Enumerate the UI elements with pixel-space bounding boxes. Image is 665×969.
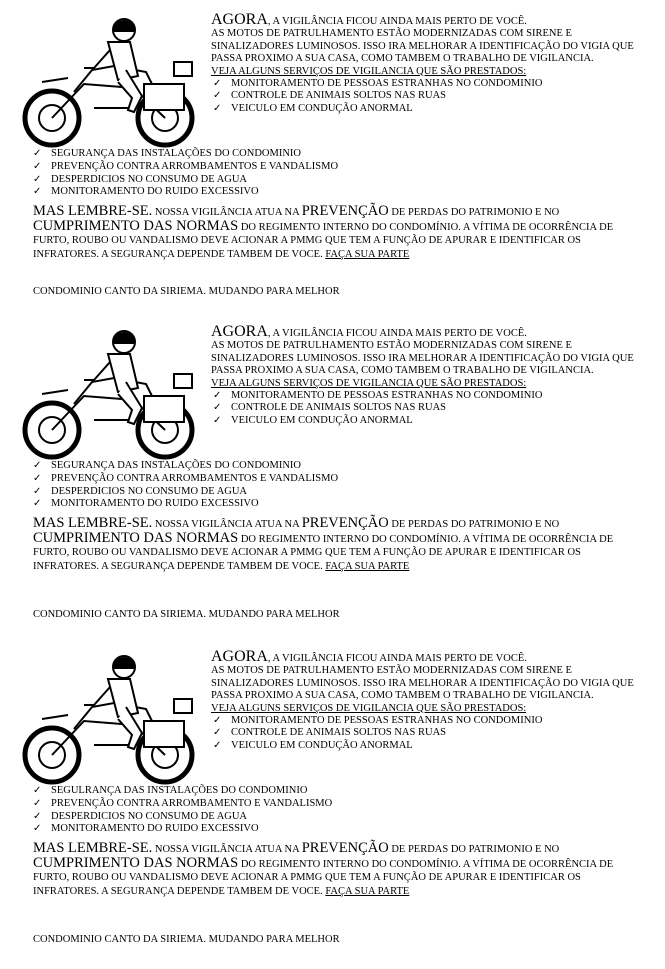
checkmark-icon: ✓ (213, 727, 222, 739)
notice-paragraph: MAS LEMBRE-SE. NOSSA VIGILÂNCIA ATUA NA PREVENÇÃO DE PERDAS DO PATRIMONIO E NO CUMPRIMENTO DAS NORMAS DO REGIMENTO INTERNO DO CONDOMÍNIO. A VÍTIMA DE OCORRÊNCIA DE FURTO, ROUBO OU VANDALISMO DEVE ACIONAR A PMMG QUE TEM A FUNÇÃO DE APURAR E IDENTIFICAR OS INFRATORES. A SEGURANÇA DEPENDE TAMBEM DE VOCE. FAÇA SUA PARTE (33, 840, 614, 897)
checkmark-icon: ✓ (33, 810, 42, 822)
intro-headline-rest: , A VIGILÂNCIA FICOU AINDA MAIS PERTO DE VOCÊ. (267, 328, 527, 339)
call-to-action: FAÇA SUA PARTE (325, 248, 410, 260)
services-list-outer (33, 148, 453, 199)
notice-paragraph: MAS LEMBRE-SE. NOSSA VIGILÂNCIA ATUA NA PREVENÇÃO DE PERDAS DO PATRIMONIO E NO CUMPRIMENTO DAS NORMAS DO REGIMENTO INTERNO DO CONDOMÍNIO. A VÍTIMA DE OCORRÊNCIA DE FURTO, ROUBO OU VANDALISMO DEVE ACIONAR A PMMG QUE TEM A FUNÇÃO DE APURAR E IDENTIFICAR OS INFRATORES. A SEGURANÇA DEPENDE TAMBEM DE VOCE. FAÇA SUA PARTE (33, 515, 614, 572)
checkmark-icon: ✓ (33, 186, 42, 198)
services-list-inner (211, 390, 641, 427)
call-to-action: FAÇA SUA PARTE (325, 885, 410, 897)
checkmark-icon: ✓ (213, 414, 222, 426)
list-item: ✓ VEICULO EM CONDUÇÃO ANORMAL (213, 739, 413, 751)
services-heading: VEJA ALGUNS SERVIÇOS DE VIGILANCIA QUE SÃO PRESTADOS: (211, 377, 527, 389)
list-item: ✓ CONTROLE DE ANIMAIS SOLTOS NAS RUAS (213, 90, 446, 102)
checkmark-icon: ✓ (213, 715, 222, 727)
list-item: ✓ VEICULO EM CONDUÇÃO ANORMAL (213, 102, 413, 114)
list-item: ✓ PREVENÇÃO CONTRA ARROMBAMENTO E VANDALISMO (33, 797, 333, 809)
call-to-action: FAÇA SUA PARTE (325, 560, 410, 572)
intro-body: AS MOTOS DE PATRULHAMENTO ESTÃO MODERNIZADAS COM SIRENE E SINALIZADORES LUMINOSOS. ISSO IRA MELHORAR A IDENTIFICAÇÃO DO VIGIA QUE PASSA PROXIMO A SUA CASA, COMO TAMBEM O TRABALHO DE VIGILANCIA. (211, 28, 634, 65)
intro-headline-rest: , A VIGILÂNCIA FICOU AINDA MAIS PERTO DE VOCÊ. (267, 16, 527, 27)
intro-body: AS MOTOS DE PATRULHAMENTO ESTÃO MODERNIZADAS COM SIRENE E SINALIZADORES LUMINOSOS. ISSO IRA MELHORAR A IDENTIFICAÇÃO DO VIGIA QUE PASSA PROXIMO A SUA CASA, COMO TAMBEM O TRABALHO DE VIGILANCIA. (211, 340, 634, 377)
intro-headline: AGORA (211, 323, 268, 340)
checkmark-icon: ✓ (213, 102, 222, 114)
checkmark-icon: ✓ (33, 498, 42, 510)
list-item: ✓ MONITORAMENTO DE PESSOAS ESTRANHAS NO CONDOMINIO (213, 390, 543, 402)
list-item: ✓ VEICULO EM CONDUÇÃO ANORMAL (213, 414, 413, 426)
intro-headline: AGORA (211, 11, 268, 28)
services-list-inner (211, 715, 641, 752)
notice-paragraph: MAS LEMBRE-SE. NOSSA VIGILÂNCIA ATUA NA PREVENÇÃO DE PERDAS DO PATRIMONIO E NO CUMPRIMENTO DAS NORMAS DO REGIMENTO INTERNO DO CONDOMÍNIO. A VÍTIMA DE OCORRÊNCIA DE FURTO, ROUBO OU VANDALISMO DEVE ACIONAR A PMMG QUE TEM A FUNÇÃO DE APURAR E IDENTIFICAR OS INFRATORES. A SEGURANÇA DEPENDE TAMBEM DE VOCE. FAÇA SUA PARTE (33, 203, 614, 260)
list-item: ✓ SEGURANÇA DAS INSTALAÇÕES DO CONDOMINIO (33, 148, 302, 159)
flyer (0, 12, 665, 332)
services-list-inner (211, 78, 641, 115)
services-list-outer (33, 460, 453, 511)
list-item: ✓ MONITORAMENTO DE PESSOAS ESTRANHAS NO CONDOMINIO (213, 715, 543, 727)
footer-slogan: CONDOMINIO CANTO DA SIRIEMA. MUDANDO PARA MELHOR (33, 934, 340, 945)
footer-slogan: CONDOMINIO CANTO DA SIRIEMA. MUDANDO PARA MELHOR (33, 609, 340, 620)
intro-body: AS MOTOS DE PATRULHAMENTO ESTÃO MODERNIZADAS COM SIRENE E SINALIZADORES LUMINOSOS. ISSO IRA MELHORAR A IDENTIFICAÇÃO DO VIGIA QUE PASSA PROXIMO A SUA CASA, COMO TAMBEM O TRABALHO DE VIGILANCIA. (211, 665, 634, 702)
checkmark-icon: ✓ (33, 485, 42, 497)
intro-text (211, 11, 641, 115)
intro-text (211, 323, 641, 427)
footer-slogan: CONDOMINIO CANTO DA SIRIEMA. MUDANDO PARA MELHOR (33, 286, 340, 297)
flyer (0, 324, 665, 644)
list-item: ✓ MONITORAMENTO DO RUIDO EXCESSIVO (33, 498, 259, 510)
list-item: ✓ DESPERDICIOS NO CONSUMO DE AGUA (33, 485, 248, 497)
checkmark-icon: ✓ (213, 739, 222, 751)
checkmark-icon: ✓ (213, 402, 222, 414)
motorcycle-patrol-illustration (22, 324, 202, 466)
checkmark-icon: ✓ (213, 78, 222, 90)
checkmark-icon: ✓ (33, 173, 42, 185)
list-item: ✓ MONITORAMENTO DE PESSOAS ESTRANHAS NO CONDOMINIO (213, 78, 543, 90)
checkmark-icon: ✓ (33, 785, 42, 796)
list-item: ✓ MONITORAMENTO DO RUIDO EXCESSIVO (33, 823, 259, 835)
intro-text (211, 648, 641, 752)
checkmark-icon: ✓ (33, 460, 42, 471)
intro-headline-rest: , A VIGILÂNCIA FICOU AINDA MAIS PERTO DE VOCÊ. (267, 653, 527, 664)
list-item: ✓ SEGULRANÇA DAS INSTALAÇÕES DO CONDOMINIO (33, 785, 308, 796)
services-list-outer (33, 785, 453, 836)
list-item: ✓ PREVENÇÃO CONTRA ARROMBAMENTOS E VANDALISMO (33, 472, 339, 484)
checkmark-icon: ✓ (213, 390, 222, 402)
motorcycle-patrol-illustration (22, 12, 202, 154)
checkmark-icon: ✓ (33, 160, 42, 172)
motorcycle-patrol-illustration (22, 649, 202, 791)
flyer (0, 649, 665, 969)
list-item: ✓ CONTROLE DE ANIMAIS SOLTOS NAS RUAS (213, 402, 446, 414)
list-item: ✓ CONTROLE DE ANIMAIS SOLTOS NAS RUAS (213, 727, 446, 739)
list-item: ✓ SEGURANÇA DAS INSTALAÇÕES DO CONDOMINIO (33, 460, 302, 471)
checkmark-icon: ✓ (33, 823, 42, 835)
checkmark-icon: ✓ (33, 797, 42, 809)
list-item: ✓ DESPERDICIOS NO CONSUMO DE AGUA (33, 810, 248, 822)
checkmark-icon: ✓ (213, 90, 222, 102)
list-item: ✓ DESPERDICIOS NO CONSUMO DE AGUA (33, 173, 248, 185)
checkmark-icon: ✓ (33, 148, 42, 159)
services-heading: VEJA ALGUNS SERVIÇOS DE VIGILANCIA QUE SÃO PRESTADOS: (211, 65, 527, 77)
checkmark-icon: ✓ (33, 472, 42, 484)
list-item: ✓ PREVENÇÃO CONTRA ARROMBAMENTOS E VANDALISMO (33, 160, 339, 172)
list-item: ✓ MONITORAMENTO DO RUIDO EXCESSIVO (33, 186, 259, 198)
services-heading: VEJA ALGUNS SERVIÇOS DE VIGILANCIA QUE SÃO PRESTADOS: (211, 702, 527, 714)
intro-headline: AGORA (211, 648, 268, 665)
